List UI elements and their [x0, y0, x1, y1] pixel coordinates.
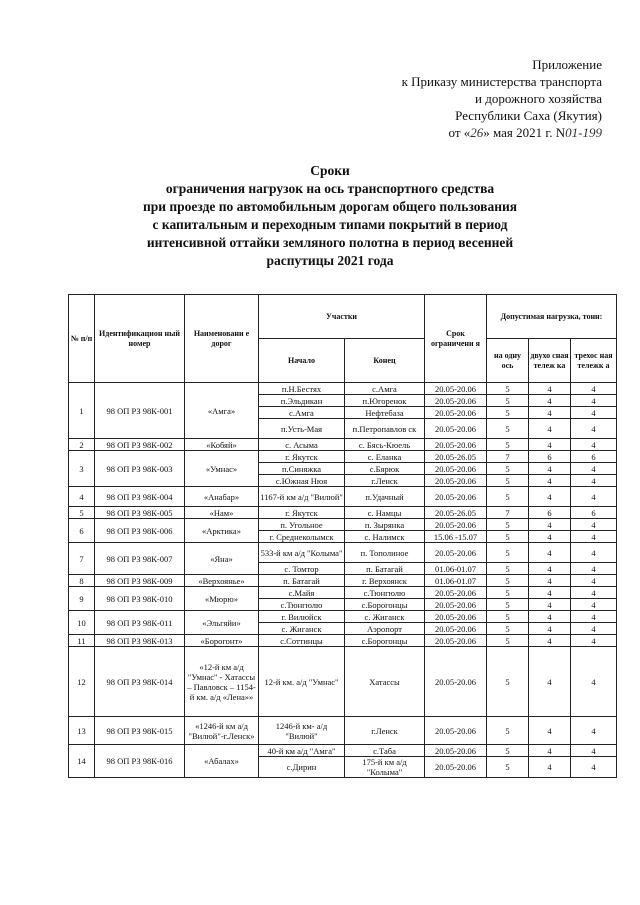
annex-date-prefix: от «: [448, 125, 471, 140]
row-single-axle: 7: [487, 507, 529, 519]
row-num: 12: [69, 647, 95, 717]
row-triple-bogie: 4: [571, 611, 617, 623]
row-single-axle: 5: [487, 463, 529, 475]
row-id: 98 ОП РЗ 98К-009: [95, 575, 185, 587]
table-row: [69, 487, 617, 507]
row-start: с. Томтор: [259, 563, 345, 575]
row-start: с.Соттинцы: [259, 635, 345, 647]
row-start: г. Среднеколымск: [259, 531, 345, 543]
row-single-axle: 5: [487, 757, 529, 778]
row-start: с.Тюнгюлю: [259, 599, 345, 611]
row-id: 98 ОП РЗ 98К-016: [95, 745, 185, 778]
row-end: г.Ленск: [345, 475, 425, 487]
row-triple-bogie: 6: [571, 451, 617, 463]
row-triple-bogie: 4: [571, 463, 617, 475]
annex-line-3: и дорожного хозяйства: [475, 91, 602, 106]
row-start: 1246-й км- а/д "Вилюй": [259, 717, 345, 745]
row-road-name: «Амга»: [185, 383, 259, 439]
row-road-name: «Верхоянье»: [185, 575, 259, 587]
row-period: 20.05-20.06: [425, 635, 487, 647]
title-line-1: Сроки: [310, 163, 350, 178]
row-road-name: «Кобяй»: [185, 439, 259, 451]
row-id: 98 ОП РЗ 98К-005: [95, 507, 185, 519]
row-dual-bogie: 4: [529, 395, 571, 407]
row-single-axle: 5: [487, 419, 529, 439]
row-dual-bogie: 4: [529, 519, 571, 531]
row-start: с. Жиганск: [259, 623, 345, 635]
row-end: Хатассы: [345, 647, 425, 717]
title-line-2: ограничения нагрузок на ось транспортного средства: [165, 181, 495, 196]
row-num: 11: [69, 635, 95, 647]
row-period: 20.05-20.06: [425, 543, 487, 563]
header-start: Начало: [259, 339, 345, 383]
row-triple-bogie: 4: [571, 543, 617, 563]
row-start: 12-й км. а/д "Умнас": [259, 647, 345, 717]
title-line-4: с капитальным и переходным типами покрытий в период: [152, 217, 508, 232]
header-period: Срок ограничени я: [425, 295, 487, 383]
row-road-name: «Абалах»: [185, 745, 259, 778]
row-single-axle: 5: [487, 647, 529, 717]
row-num: 8: [69, 575, 95, 587]
row-road-name: «Анабар»: [185, 487, 259, 507]
annex-number: 01-199: [565, 125, 602, 140]
row-dual-bogie: 4: [529, 575, 571, 587]
row-start: с.Амга: [259, 407, 345, 419]
table-row: [69, 383, 617, 395]
row-dual-bogie: 4: [529, 487, 571, 507]
row-num: 9: [69, 587, 95, 611]
row-end: Аэропорт: [345, 623, 425, 635]
row-triple-bogie: 4: [571, 757, 617, 778]
row-start: с.Южная Нюя: [259, 475, 345, 487]
row-id: 98 ОП РЗ 98К-015: [95, 717, 185, 745]
row-period: 20.05-20.06: [425, 745, 487, 757]
table-row: [69, 647, 617, 717]
row-road-name: «Мюрю»: [185, 587, 259, 611]
header-id: Идентификацион ный номер: [95, 295, 185, 383]
table-row: [69, 717, 617, 745]
row-period: 20.05-26.05: [425, 451, 487, 463]
row-dual-bogie: 4: [529, 407, 571, 419]
row-num: 1: [69, 383, 95, 439]
row-period: 20.05-20.06: [425, 757, 487, 778]
row-end: п.Петропавлов ск: [345, 419, 425, 439]
row-dual-bogie: 4: [529, 383, 571, 395]
row-single-axle: 5: [487, 587, 529, 599]
row-dual-bogie: 4: [529, 439, 571, 451]
row-num: 3: [69, 451, 95, 487]
row-triple-bogie: 4: [571, 439, 617, 451]
restrictions-table: [68, 294, 617, 778]
row-triple-bogie: 4: [571, 419, 617, 439]
row-end: с. Налимск: [345, 531, 425, 543]
row-single-axle: 7: [487, 451, 529, 463]
annex-day: 26: [470, 125, 484, 140]
row-dual-bogie: 4: [529, 745, 571, 757]
row-id: 98 ОП РЗ 98К-006: [95, 519, 185, 543]
row-dual-bogie: 4: [529, 635, 571, 647]
header-end: Конец: [345, 339, 425, 383]
row-single-axle: 5: [487, 599, 529, 611]
row-end: с. Намцы: [345, 507, 425, 519]
row-end: п. Тополиное: [345, 543, 425, 563]
row-num: 2: [69, 439, 95, 451]
table-row: [69, 451, 617, 463]
row-end: Нефтебаза: [345, 407, 425, 419]
row-single-axle: 5: [487, 383, 529, 395]
row-dual-bogie: 4: [529, 599, 571, 611]
row-end: с.Борогонцы: [345, 599, 425, 611]
title-line-3: при проезде по автомобильным дорогам общего пользования: [142, 199, 518, 214]
row-period: 20.05-20.06: [425, 717, 487, 745]
table-row: [69, 575, 617, 587]
row-end: с. Бясь-Кюель: [345, 439, 425, 451]
row-dual-bogie: 4: [529, 463, 571, 475]
row-dual-bogie: 4: [529, 543, 571, 563]
row-period: 20.05-20.06: [425, 519, 487, 531]
row-road-name: «Эльгяйи»: [185, 611, 259, 635]
row-start: г. Якутск: [259, 451, 345, 463]
row-period: 20.05-20.06: [425, 487, 487, 507]
table-row: [69, 611, 617, 623]
row-start: с. Асыма: [259, 439, 345, 451]
row-id: 98 ОП РЗ 98К-003: [95, 451, 185, 487]
row-start: с.Майя: [259, 587, 345, 599]
row-triple-bogie: 4: [571, 647, 617, 717]
row-end: п.Удачный: [345, 487, 425, 507]
row-period: 20.05-20.06: [425, 647, 487, 717]
row-single-axle: 5: [487, 611, 529, 623]
row-single-axle: 5: [487, 623, 529, 635]
row-start: г. Якутск: [259, 507, 345, 519]
row-start: 533-й км а/д "Колыма": [259, 543, 345, 563]
header-num: № п/п: [69, 295, 95, 383]
row-dual-bogie: 4: [529, 531, 571, 543]
row-dual-bogie: 6: [529, 451, 571, 463]
table-row: [69, 507, 617, 519]
table-row: [69, 519, 617, 531]
row-period: 01.06-01.07: [425, 563, 487, 575]
row-end: г. Верхоянск: [345, 575, 425, 587]
row-period: 20.05-20.06: [425, 623, 487, 635]
row-end: п.Югоренок: [345, 395, 425, 407]
row-period: 20.05-20.06: [425, 439, 487, 451]
row-id: 98 ОП РЗ 98К-011: [95, 611, 185, 635]
row-road-name: «Арктика»: [185, 519, 259, 543]
row-id: 98 ОП РЗ 98К-014: [95, 647, 185, 717]
row-end: с.Борогонцы: [345, 635, 425, 647]
row-start: п.Эльдикан: [259, 395, 345, 407]
row-road-name: «Умнас»: [185, 451, 259, 487]
table-row: [69, 587, 617, 599]
row-triple-bogie: 4: [571, 395, 617, 407]
row-triple-bogie: 4: [571, 635, 617, 647]
row-num: 4: [69, 487, 95, 507]
row-dual-bogie: 4: [529, 419, 571, 439]
row-num: 10: [69, 611, 95, 635]
row-period: 15.06 -15.07: [425, 531, 487, 543]
row-dual-bogie: 4: [529, 611, 571, 623]
row-road-name: «Яна»: [185, 543, 259, 575]
row-start: 40-й км а/д "Амга": [259, 745, 345, 757]
row-id: 98 ОП РЗ 98К-010: [95, 587, 185, 611]
row-end: с.Амга: [345, 383, 425, 395]
row-road-name: «1246-й км а/д "Вилюй"-г.Ленск»: [185, 717, 259, 745]
row-start: 1167-й км а/д "Вилюй": [259, 487, 345, 507]
header-dual-bogie: двухо сная тележ ка: [529, 339, 571, 383]
row-single-axle: 5: [487, 439, 529, 451]
title-line-5: интенсивной оттайки земляного полотна в период весенней: [146, 235, 514, 250]
row-single-axle: 5: [487, 543, 529, 563]
header-road-name: Наименовани е дорог: [185, 295, 259, 383]
title-line-6: распутицы 2021 года: [266, 253, 394, 268]
row-triple-bogie: 4: [571, 575, 617, 587]
row-start: п.Н.Бестях: [259, 383, 345, 395]
document-title: [60, 162, 600, 270]
annex-header: [342, 56, 602, 141]
row-period: 20.05-20.06: [425, 599, 487, 611]
row-triple-bogie: 4: [571, 563, 617, 575]
row-period: 01.06-01.07: [425, 575, 487, 587]
row-id: 98 ОП РЗ 98К-004: [95, 487, 185, 507]
row-period: 20.05-20.06: [425, 419, 487, 439]
row-road-name: «Борогонт»: [185, 635, 259, 647]
row-period: 20.05-20.06: [425, 611, 487, 623]
row-triple-bogie: 4: [571, 475, 617, 487]
row-end: г.Ленск: [345, 717, 425, 745]
row-period: 20.05-20.06: [425, 587, 487, 599]
row-id: 98 ОП РЗ 98К-007: [95, 543, 185, 575]
row-num: 7: [69, 543, 95, 575]
row-start: п.Синяжка: [259, 463, 345, 475]
row-triple-bogie: 4: [571, 407, 617, 419]
row-end: п. Зырянка: [345, 519, 425, 531]
row-triple-bogie: 4: [571, 383, 617, 395]
table-row: [69, 745, 617, 757]
row-single-axle: 5: [487, 519, 529, 531]
row-triple-bogie: 6: [571, 507, 617, 519]
row-triple-bogie: 4: [571, 587, 617, 599]
annex-date-mid: » мая 2021 г. N: [483, 125, 566, 140]
header-single-axle: на одну ось: [487, 339, 529, 383]
row-triple-bogie: 4: [571, 487, 617, 507]
row-id: 98 ОП РЗ 98К-002: [95, 439, 185, 451]
row-triple-bogie: 4: [571, 745, 617, 757]
row-end: с. Жиганск: [345, 611, 425, 623]
row-period: 20.05-20.06: [425, 383, 487, 395]
annex-line-2: к Приказу министерства транспорта: [401, 74, 602, 89]
row-end: 175-й км а/д "Колыма": [345, 757, 425, 778]
row-num: 13: [69, 717, 95, 745]
row-period: 20.05-20.06: [425, 407, 487, 419]
table-body: [69, 383, 617, 778]
row-dual-bogie: 4: [529, 757, 571, 778]
header-triple-bogie: трехос ная тележк а: [571, 339, 617, 383]
row-road-name: «12-й км а/д "Умнас" - Хатассы – Павловск – 1154-й км. а/д «Лена»»: [185, 647, 259, 717]
row-start: п.Усть-Мая: [259, 419, 345, 439]
row-single-axle: 5: [487, 395, 529, 407]
row-single-axle: 5: [487, 563, 529, 575]
annex-line-1: Приложение: [532, 57, 602, 72]
row-start: с.Дирин: [259, 757, 345, 778]
row-triple-bogie: 4: [571, 623, 617, 635]
row-end: с.Тюнгюлю: [345, 587, 425, 599]
annex-date: [342, 124, 602, 141]
row-id: 98 ОП РЗ 98К-001: [95, 383, 185, 439]
row-num: 14: [69, 745, 95, 778]
row-period: 20.05-20.06: [425, 475, 487, 487]
row-triple-bogie: 4: [571, 531, 617, 543]
row-triple-bogie: 4: [571, 717, 617, 745]
row-end: с.Бярюк: [345, 463, 425, 475]
row-start: п. Угольное: [259, 519, 345, 531]
row-dual-bogie: 6: [529, 507, 571, 519]
row-start: п. Батагай: [259, 575, 345, 587]
row-num: 5: [69, 507, 95, 519]
row-dual-bogie: 4: [529, 647, 571, 717]
row-dual-bogie: 4: [529, 587, 571, 599]
row-period: 20.05-20.06: [425, 395, 487, 407]
table-row: [69, 439, 617, 451]
row-single-axle: 5: [487, 407, 529, 419]
row-single-axle: 5: [487, 531, 529, 543]
row-single-axle: 5: [487, 717, 529, 745]
header-load: Допустимая нагрузка, тонн:: [487, 295, 617, 339]
row-id: 98 ОП РЗ 98К-013: [95, 635, 185, 647]
table-row: [69, 635, 617, 647]
row-single-axle: 5: [487, 575, 529, 587]
row-single-axle: 5: [487, 475, 529, 487]
row-dual-bogie: 4: [529, 475, 571, 487]
row-dual-bogie: 4: [529, 623, 571, 635]
annex-line-4: Республики Саха (Якутия): [455, 108, 602, 123]
row-period: 20.05-26.05: [425, 507, 487, 519]
header-sections: Участки: [259, 295, 425, 339]
row-triple-bogie: 4: [571, 599, 617, 611]
row-single-axle: 5: [487, 745, 529, 757]
row-end: с.Таба: [345, 745, 425, 757]
row-period: 20.05-20.06: [425, 463, 487, 475]
table-row: [69, 543, 617, 563]
row-dual-bogie: 4: [529, 717, 571, 745]
row-single-axle: 5: [487, 635, 529, 647]
row-start: г. Вилюйск: [259, 611, 345, 623]
row-road-name: «Нам»: [185, 507, 259, 519]
row-dual-bogie: 4: [529, 563, 571, 575]
row-num: 6: [69, 519, 95, 543]
row-end: с. Еланка: [345, 451, 425, 463]
row-end: п. Батагай: [345, 563, 425, 575]
row-single-axle: 5: [487, 487, 529, 507]
row-triple-bogie: 4: [571, 519, 617, 531]
